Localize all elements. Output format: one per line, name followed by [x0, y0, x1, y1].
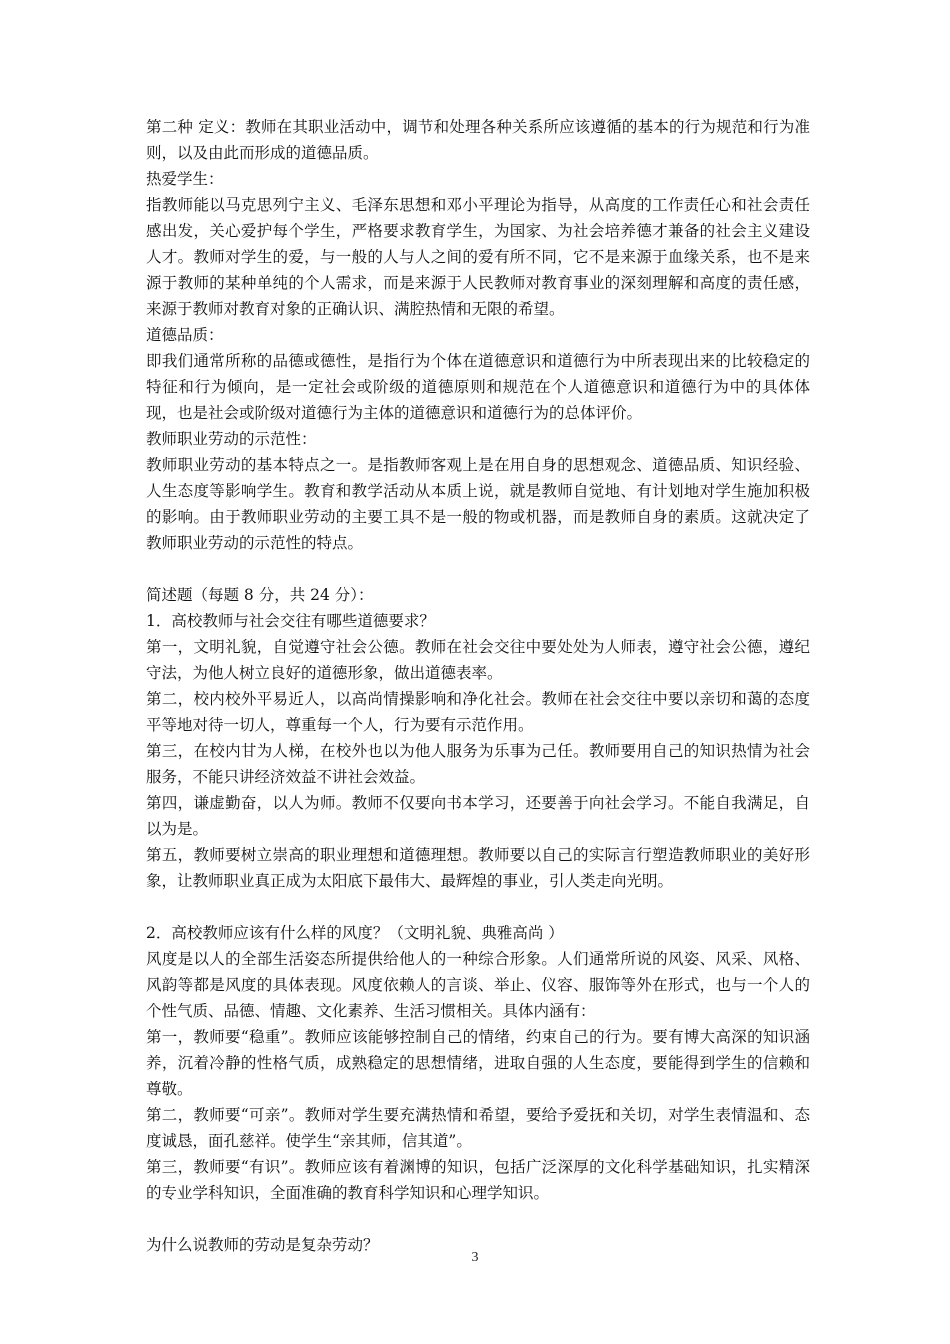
- question-2: 2．高校教师应该有什么样的风度？（文明礼貌、典雅高尚 ）: [146, 924, 564, 942]
- definition-exemplary-labor: 教师职业劳动的基本特点之一。是指教师客观上是在用自身的思想观念、道德品质、知识经验、人生态度等影响学生。教育和教学活动从本质上说，就是教师自觉地、有计划地对学生施加积极的影响。由于教师职业劳动的主要工具不是一般的物或机器，而是教师自身的素质。这就决定了教师职业劳动的示范性的特点。: [146, 456, 810, 552]
- answer-2-intro: 风度是以人的全部生活姿态所提供给他人的一种综合形象。人们通常所说的风姿、风采、风格、风韵等都是风度的具体表现。风度依赖人的言谈、举止、仪容、服饰等外在形式，也与一个人的个性气质、品德、情趣、文化素养、生活习惯相关。具体内涵有：: [146, 950, 810, 1020]
- answer-1-point-2: 第二，校内校外平易近人，以高尚情操影响和净化社会。教师在社会交往中要以亲切和蔼的态度平等地对待一切人，尊重每一个人，行为要有示范作用。: [146, 690, 810, 734]
- answer-2-point-2: 第二，教师要“可亲”。教师对学生要充满热情和希望，要给予爱抚和关切，对学生表情温和、态度诚恳，面孔慈祥。使学生“亲其师，信其道”。: [146, 1106, 810, 1150]
- answer-2-point-1: 第一，教师要“稳重”。教师应该能够控制自己的情绪，约束自己的行为。要有博大高深的知识涵养，沉着冷静的性格气质，成熟稳定的思想情绪，进取自强的人生态度，要能得到学生的信赖和尊敬。: [146, 1028, 810, 1098]
- document-body: [146, 114, 810, 1258]
- definition-love-students: 指教师能以马克思列宁主义、毛泽东思想和邓小平理论为指导，从高度的工作责任心和社会责任感出发，关心爱护每个学生，严格要求教育学生，为国家、为社会培养德才兼备的社会主义建设人才。教师对学生的爱，与一般的人与人之间的爱有所不同，它不是来源于血缘关系，也不是来源于教师的某种单纯的个人需求，而是来源于人民教师对教育事业的深刻理解和高度的责任感，来源于教师对教育对象的正确认识、满腔热情和无限的希望。: [146, 196, 810, 318]
- paragraph-gap: [146, 894, 810, 920]
- definition-teacher-ethics: 第二种 定义：教师在其职业活动中，调节和处理各种关系所应该遵循的基本的行为规范和行为准则，以及由此而形成的道德品质。: [146, 118, 810, 162]
- paragraph-gap: [146, 556, 810, 582]
- answer-2-point-3: 第三，教师要“有识”。教师应该有着渊博的知识，包括广泛深厚的文化科学基础知识，扎实精深的专业学科知识，全面准确的教育科学知识和心理学知识。: [146, 1158, 810, 1202]
- answer-1-point-1: 第一，文明礼貌，自觉遵守社会公德。教师在社会交往中要处处为人师表，遵守社会公德，遵纪守法，为他人树立良好的道德形象，做出道德表率。: [146, 638, 810, 682]
- answer-1-point-5: 第五，教师要树立崇高的职业理想和道德理想。教师要以自己的实际言行塑造教师职业的美好形象，让教师职业真正成为太阳底下最伟大、最辉煌的事业，引人类走向光明。: [146, 846, 810, 890]
- section-heading-short-answer: 简述题（每题 8 分，共 24 分）：: [146, 586, 374, 604]
- term-heading-exemplary-labor: 教师职业劳动的示范性：: [146, 430, 317, 448]
- term-heading-moral-quality: 道德品质：: [146, 326, 224, 344]
- page-number: 3: [471, 1250, 479, 1265]
- term-heading-love-students: 热爱学生：: [146, 170, 224, 188]
- answer-1-point-4: 第四，谦虚勤奋，以人为师。教师不仅要向书本学习，还要善于向社会学习。不能自我满足，自以为是。: [146, 794, 810, 838]
- answer-1-point-3: 第三，在校内甘为人梯，在校外也以为他人服务为乐事为己任。教师要用自己的知识热情为社会服务，不能只讲经济效益不讲社会效益。: [146, 742, 810, 786]
- question-3: 为什么说教师的劳动是复杂劳动？: [146, 1236, 379, 1254]
- question-1: 1．高校教师与社会交往有哪些道德要求？: [146, 612, 435, 630]
- paragraph-gap: [146, 1206, 810, 1232]
- definition-moral-quality: 即我们通常所称的品德或德性，是指行为个体在道德意识和道德行为中所表现出来的比较稳定的特征和行为倾向，是一定社会或阶级的道德原则和规范在个人道德意识和道德行为中的具体体现，也是社会或阶级对道德行为主体的道德意识和道德行为的总体评价。: [146, 352, 810, 422]
